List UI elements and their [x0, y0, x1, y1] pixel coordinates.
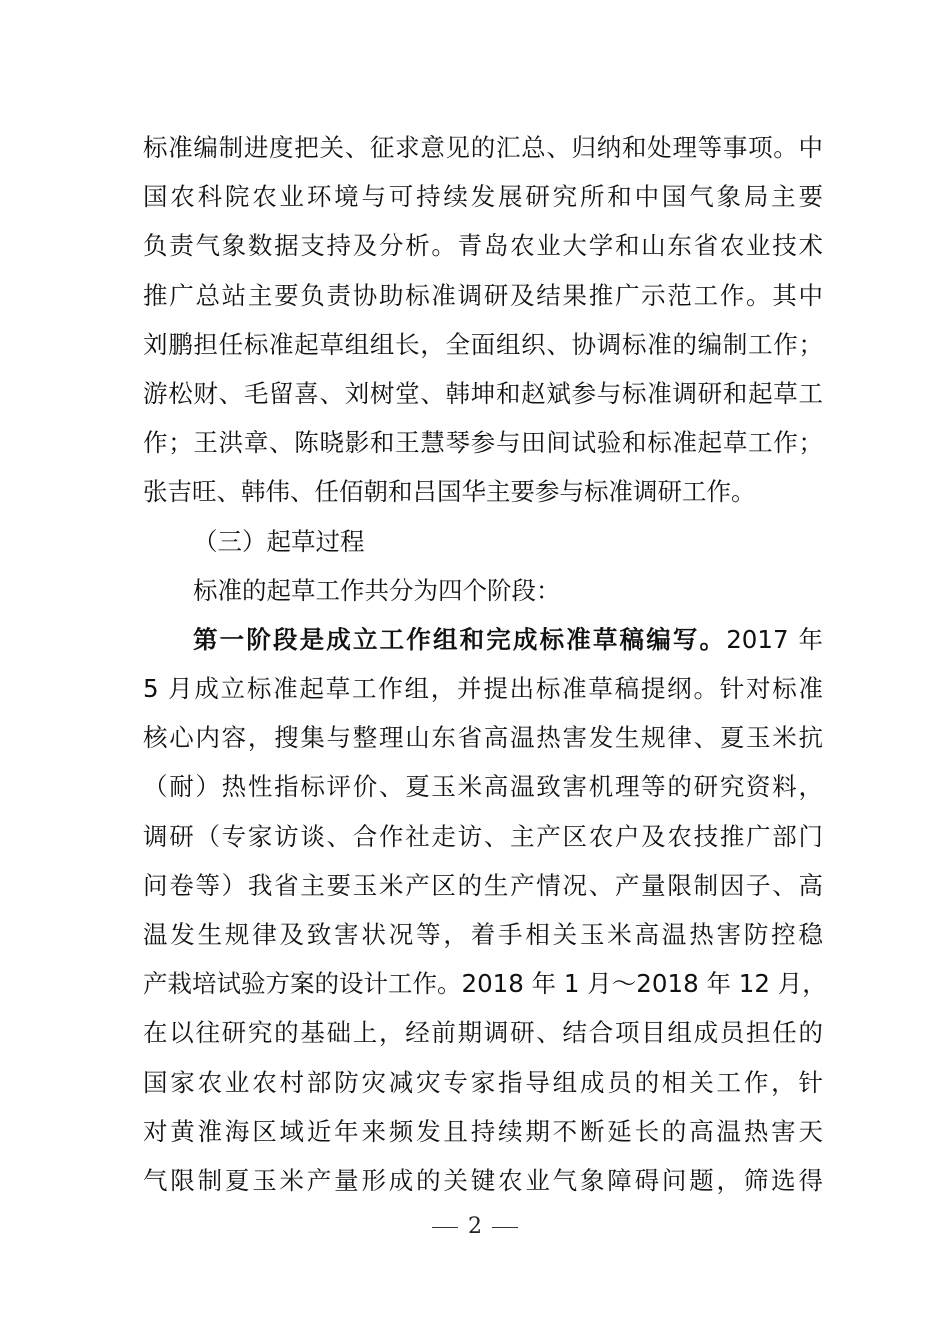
page-number: 2	[468, 1214, 482, 1239]
paragraph-line: 作；王洪章、陈晓影和王慧琴参与田间试验和标准起草工作；	[143, 428, 823, 458]
page-footer	[0, 1214, 950, 1239]
paragraph-line: 国农科院农业环境与可持续发展研究所和中国气象局主要	[143, 182, 823, 212]
stage1-lead: 第一阶段是成立工作组和完成标准草稿编写。	[193, 624, 727, 654]
paragraph-line: 负责气象数据支持及分析。青岛农业大学和山东省农业技术	[143, 231, 823, 261]
stage1-line: 在以往研究的基础上，经前期调研、结合项目组成员担任的	[143, 1018, 823, 1048]
stage1-line: （耐）热性指标评价、夏玉米高温致害机理等的研究资料，	[143, 772, 823, 802]
stage1-line: 5 月成立标准起草工作组，并提出标准草稿提纲。针对标准	[143, 674, 823, 704]
footer-dash-right	[492, 1227, 518, 1228]
stage1-line: 对黄淮海区域近年来频发且持续期不断延长的高温热害天	[143, 1116, 823, 1146]
stage1-line: 温发生规律及致害状况等，着手相关玉米高温热害防控稳	[143, 920, 823, 949]
paragraph-line: 游松财、毛留喜、刘树堂、韩坤和赵斌参与标准调研和起草工	[143, 378, 823, 408]
footer-dash-left	[432, 1227, 458, 1228]
body-text	[143, 123, 827, 1205]
stage1-line: 气限制夏玉米产量形成的关键农业气象障碍问题，筛选得	[143, 1165, 823, 1195]
stage1-first-line	[143, 615, 823, 664]
stage1-line: 产栽培试验方案的设计工作。2018 年 1 月～2018 年 12 月，	[143, 969, 827, 999]
stage1-line: 核心内容，搜集与整理山东省高温热害发生规律、夏玉米抗	[143, 723, 823, 753]
paragraph-line: 张吉旺、韩伟、任佰朝和吕国华主要参与标准调研工作。	[143, 477, 756, 507]
stage1-line: 国家农业农村部防灾减灾专家指导组成员的相关工作，针	[143, 1067, 823, 1097]
paragraph-line: 刘鹏担任标准起草组组长，全面组织、协调标准的编制工作；	[143, 329, 823, 359]
paragraph-line: 标准编制进度把关、征求意见的汇总、归纳和处理等事项。中	[143, 133, 823, 162]
stage1-line: 调研（专家访谈、合作社走访、主产区农户及农技推广部门	[143, 821, 823, 851]
section-heading: （三）起草过程	[193, 526, 365, 556]
stage1-line: 问卷等）我省主要玉米产区的生产情况、产量限制因子、高	[143, 870, 823, 900]
stages-intro: 标准的起草工作共分为四个阶段：	[193, 575, 561, 605]
paragraph-line: 推广总站主要负责协助标准调研及结果推广示范工作。其中	[143, 280, 823, 310]
stage1-lead-rest: 2017 年	[726, 624, 824, 654]
